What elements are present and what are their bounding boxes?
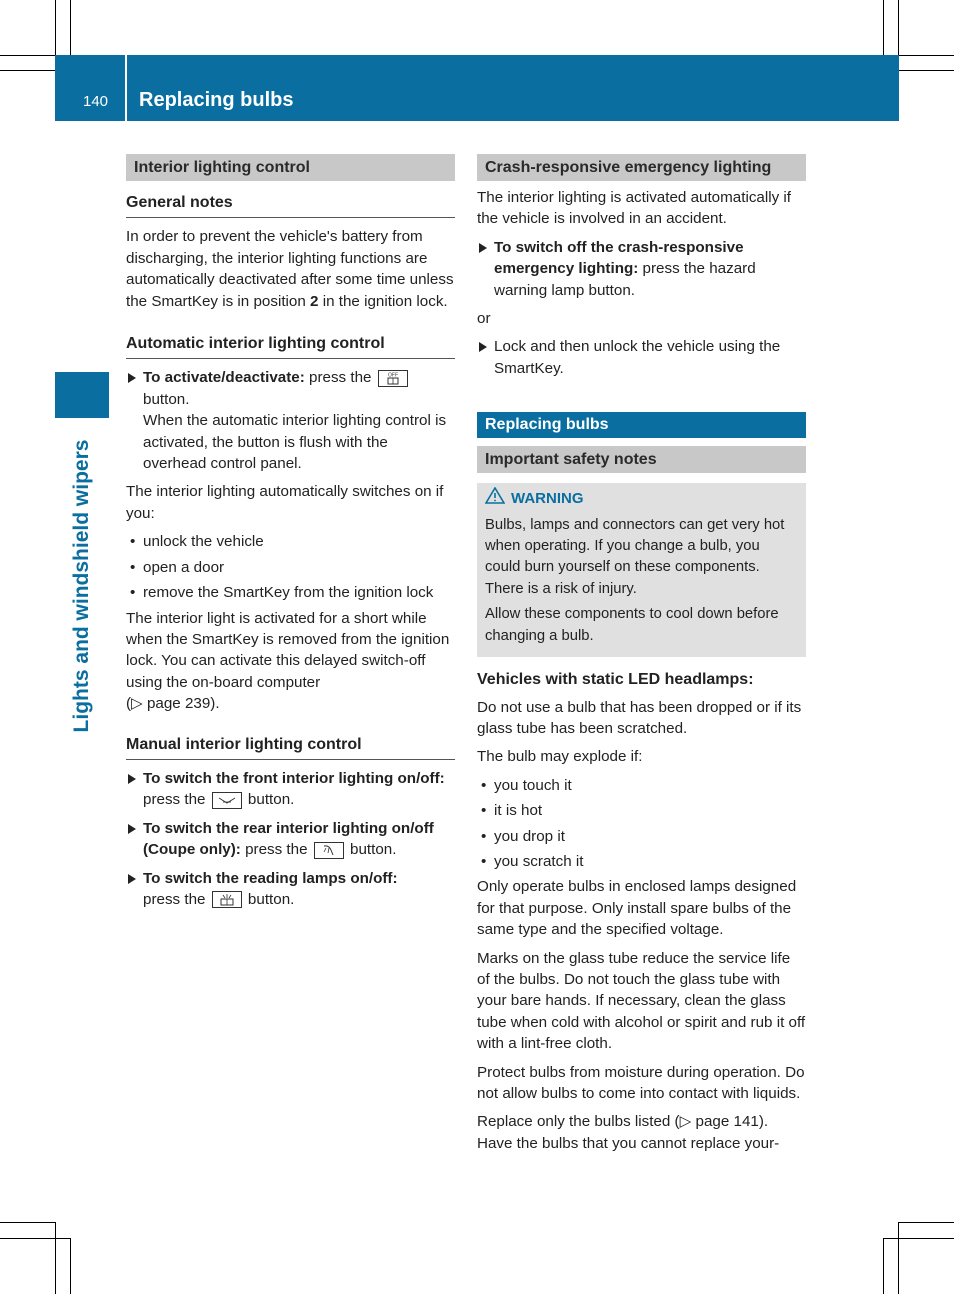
warning-header <box>485 487 798 510</box>
list-item: • you touch it <box>477 775 806 796</box>
step-rear-lighting: To switch the rear interior lighting on/off (Coupe only): press the button. <box>126 818 455 861</box>
led-paragraph-5: Protect bulbs from moisture during operation. Do not allow bulbs to come into contact with liquids. <box>477 1063 805 1102</box>
header-divider <box>125 55 127 121</box>
crop-mark <box>0 1222 55 1223</box>
subheading-automatic-lighting: Automatic interior lighting control <box>126 333 455 359</box>
or-text: or <box>477 310 491 328</box>
page-number: 140 <box>83 93 109 110</box>
auto-step-note: When the automatic interior lighting control is activated, the button is flush with the overhead control panel. <box>143 412 447 473</box>
page-header <box>55 55 899 121</box>
crop-mark <box>899 55 954 56</box>
crop-mark <box>0 55 55 56</box>
left-column <box>126 154 455 917</box>
crop-mark <box>0 70 55 71</box>
warning-paragraph-1: Bulbs, lamps and connectors can get very hot when operating. If you change a bulb, you could burn yourself on these components. There is a risk of injury. <box>485 516 785 597</box>
crash-paragraph-1: The interior lighting is activated automatically if the vehicle is involved in an accident. <box>477 189 792 228</box>
subheading-manual-lighting: Manual interior lighting control <box>126 734 455 760</box>
general-notes-paragraph: In order to prevent the vehicle's battery from discharging, the interior lighting functions are automatically deactivated after some time unless the SmartKey is in position 2 in the ignition lock. <box>126 228 454 310</box>
chapter-tab <box>55 372 109 418</box>
crop-mark <box>0 1238 70 1239</box>
list-item: • you drop it <box>477 826 806 847</box>
crop-mark <box>883 1238 884 1294</box>
warning-label: WARNING <box>511 490 584 508</box>
chapter-title: Lights and windshield wipers <box>70 439 93 733</box>
auto-paragraph-2: The interior lighting automatically switches on if you: <box>126 483 444 522</box>
led-paragraph-2: The bulb may explode if: <box>477 748 643 766</box>
step-activate-deactivate: To activate/deactivate: press the OFF button. When the automatic interior lighting control is activated, the button is flush with the overhead control panel. <box>126 367 455 474</box>
led-paragraph-4: Marks on the glass tube reduce the service life of the bulbs. Do not touch the glass tube with your bare hands. If necessary, clean the glass tube when cold with alcohol or spirit and rub it off with a lint-free cloth. <box>477 949 806 1053</box>
list-item: • open a door <box>126 557 455 578</box>
rear-interior-light-icon <box>314 842 344 859</box>
led-paragraph-3: Only operate bulbs in enclosed lamps designed for that purpose. Only install spare bulbs of the same type and the specified voltage. <box>477 878 797 939</box>
step-reading-lamps: To switch the reading lamps on/off: press the button. <box>126 868 455 911</box>
led-paragraph-1: Do not use a bulb that has been dropped or if its glass tube has been scratched. <box>477 698 802 737</box>
crop-mark <box>899 70 954 71</box>
list-item: • unlock the vehicle <box>126 531 455 552</box>
crop-mark <box>883 0 884 55</box>
right-column <box>477 154 806 1161</box>
front-interior-light-icon <box>212 792 242 809</box>
section-heading-crash-lighting: Crash-responsive emergency lighting <box>477 154 806 181</box>
auto-paragraph-3: The interior light is activated for a short while when the SmartKey is removed from the ignition lock. You can activate this delayed switch-off using the on-board computer (▷ page 239). <box>126 609 450 713</box>
warning-triangle-icon <box>485 487 505 510</box>
section-heading-replacing-bulbs: Replacing bulbs <box>477 412 806 438</box>
step-front-lighting: To switch the front interior lighting on/off: press the button. <box>126 768 455 811</box>
list-item: • remove the SmartKey from the ignition lock <box>126 582 455 603</box>
svg-text:OFF: OFF <box>387 372 398 379</box>
list-item: • it is hot <box>477 800 806 821</box>
crop-mark <box>55 0 56 55</box>
crop-mark <box>898 1222 899 1294</box>
crop-mark <box>883 1238 954 1239</box>
crop-mark <box>70 1238 71 1294</box>
led-paragraph-6: Replace only the bulbs listed (▷ page 141). Have the bulbs that you cannot replace your- <box>477 1113 780 1152</box>
subheading-led-headlamps: Vehicles with static LED headlamps: <box>477 671 754 689</box>
header-title: Replacing bulbs <box>139 89 294 111</box>
subheading-general-notes: General notes <box>126 192 455 218</box>
auto-light-button-icon <box>378 370 408 387</box>
crop-mark <box>55 1222 56 1294</box>
crop-mark <box>898 0 899 55</box>
reading-lamp-icon <box>212 891 242 908</box>
crop-mark <box>70 0 71 55</box>
list-item: • you scratch it <box>477 851 806 872</box>
section-heading-interior-lighting: Interior lighting control <box>126 154 455 181</box>
warning-paragraph-2: Allow these components to cool down before changing a bulb. <box>485 606 779 644</box>
step-lock-unlock: Lock and then unlock the vehicle using the SmartKey. <box>477 336 806 379</box>
section-heading-safety-notes: Important safety notes <box>477 446 806 473</box>
step-switch-off-crash: To switch off the crash-responsive emergency lighting: press the hazard warning lamp button. <box>477 237 806 301</box>
page-reference: (▷ page 239). <box>126 695 220 713</box>
crop-mark <box>898 1222 954 1223</box>
warning-box <box>477 483 806 657</box>
